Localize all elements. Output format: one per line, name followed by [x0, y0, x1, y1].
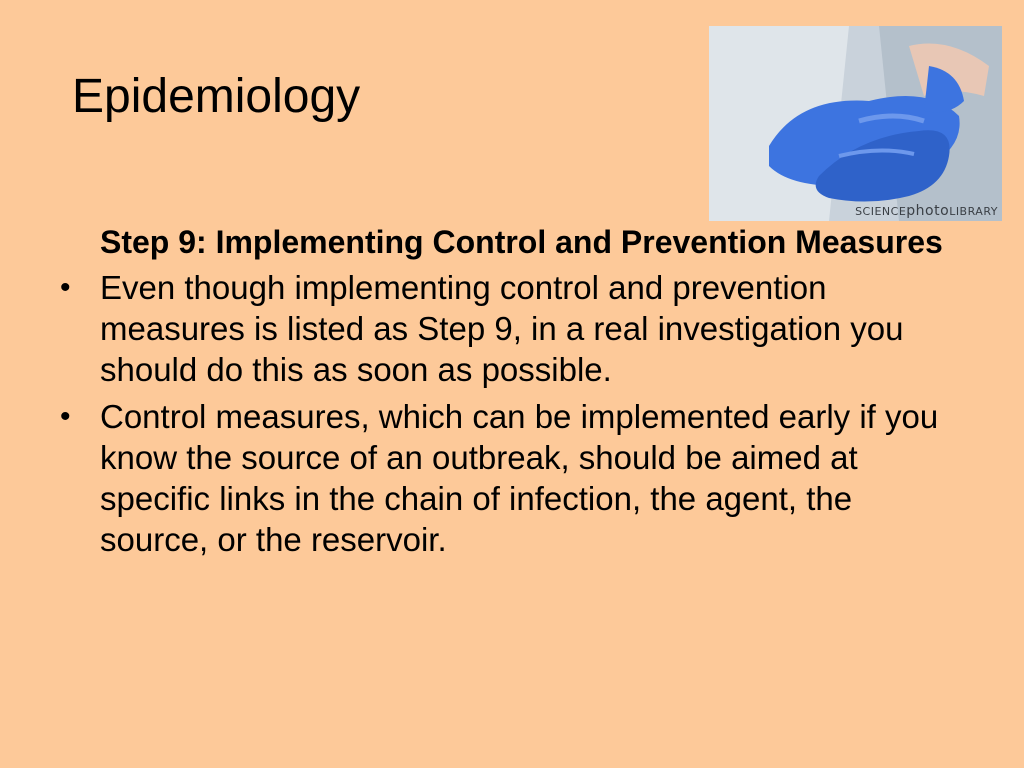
gloved-hands-photo: [709, 26, 1002, 221]
bullet-list: [56, 267, 956, 560]
photo-watermark: [855, 203, 998, 219]
bullet-icon: •: [60, 400, 71, 433]
bullet-item: [56, 267, 956, 390]
gloved-hands-icon: [709, 26, 1002, 221]
slide-body: [56, 222, 956, 566]
bullet-text: Even though implementing control and prevention measures is listed as Step 9, in a real investigation you should do this as soon as possible.: [100, 269, 904, 388]
slide-title: Epidemiology: [72, 70, 361, 123]
watermark-big: photo: [906, 203, 950, 219]
bullet-icon: •: [60, 271, 71, 304]
bullet-item: [56, 396, 956, 560]
watermark-left: SCIENCE: [855, 205, 907, 218]
bullet-text: Control measures, which can be implemented early if you know the source of an outbreak, should be aimed at specific links in the chain of infection, the agent, the source, or the reservoir.: [100, 398, 939, 558]
watermark-right: LIBRARY: [949, 205, 998, 218]
step-subheading: Step 9: Implementing Control and Prevention Measures: [100, 224, 943, 260]
